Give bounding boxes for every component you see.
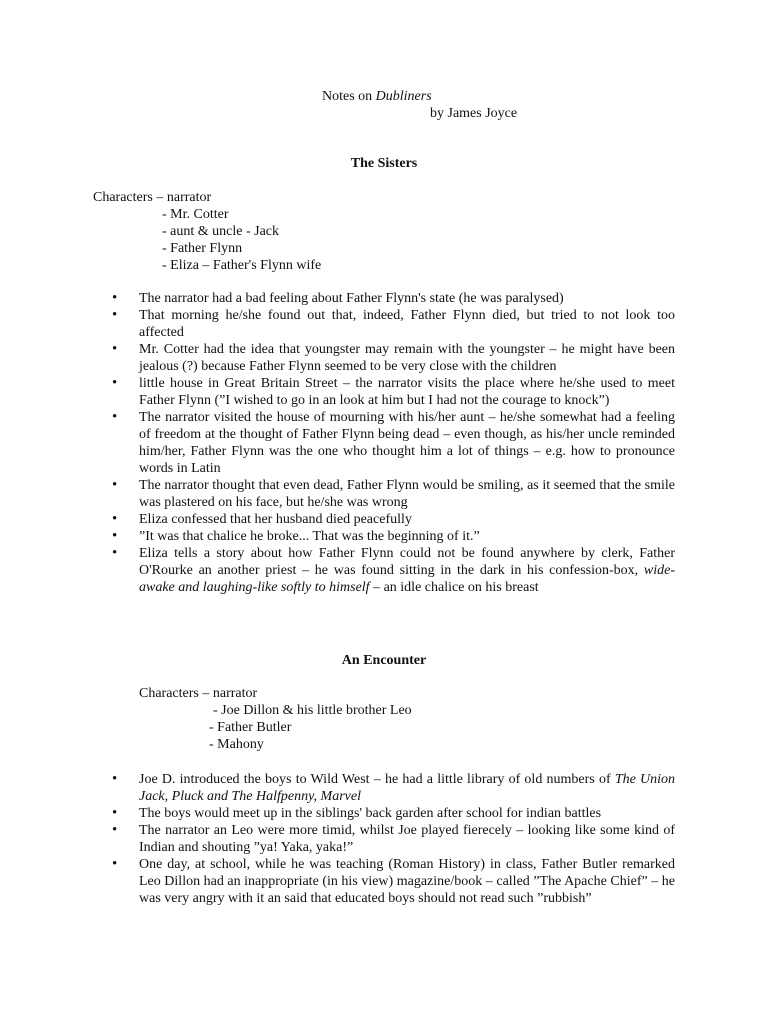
bullet-list-encounter bbox=[112, 771, 675, 907]
bullet-item: • Joe D. introduced the boys to Wild West – he had a little library of old numbers of The Union Jack, Pluck and The Halfpenny, Marvel bbox=[112, 771, 675, 805]
bullet-item: • The boys would meet up in the siblings' back garden after school for indian battles bbox=[112, 805, 675, 822]
character-item: - Mahony bbox=[209, 737, 264, 752]
bullet-item: • The narrator had a bad feeling about Father Flynn's state (he was paralysed) bbox=[112, 290, 675, 307]
character-item: - Father Butler bbox=[209, 720, 292, 735]
character-item: - Eliza – Father's Flynn wife bbox=[162, 258, 322, 273]
section-title-an-encounter: An Encounter bbox=[341, 653, 427, 668]
bullet-item: • Mr. Cotter had the idea that youngster may remain with the youngster – he might have been jealous (?) because Father Flynn seemed to be very close with the children bbox=[112, 341, 675, 375]
characters-heading: Characters – narrator bbox=[93, 190, 212, 205]
character-item: - aunt & uncle - Jack bbox=[162, 224, 280, 239]
bullet-item: • That morning he/she found out that, indeed, Father Flynn died, but tried to not look too affected bbox=[112, 307, 675, 341]
book-title: Dubliners bbox=[375, 89, 432, 104]
bullet-item: • One day, at school, while he was teaching (Roman History) in class, Father Butler remarked Leo Dillon had an inappropriate (in his view) magazine/book – called ”The Apache Chief” – he was very angry with it an said that educated boys should not read such ”rubbish” bbox=[112, 856, 675, 907]
author-line: by James Joyce bbox=[430, 106, 518, 121]
title-prefix: Notes on bbox=[322, 89, 376, 104]
bullet-item: • Eliza tells a story about how Father Flynn could not be found anywhere by clerk, Father O'Rourke an another priest – he was found sitting in the dark in his confession-box, wide-awake and laughing-like softly to himself – an idle chalice on his breast bbox=[112, 545, 675, 596]
bullet-item: • The narrator visited the house of mourning with his/her aunt – he/she somewhat had a feeling of freedom at the thought of Father Flynn being dead – even though, as his/her uncle reminded him/her, Father Flynn was the one who thought him a lot of things – e.g. how to pronounce words in Latin bbox=[112, 409, 675, 477]
bullet-list-sisters bbox=[112, 290, 675, 596]
bullet-item: • little house in Great Britain Street – the narrator visits the place where he/she used to meet Father Flynn (”I wished to go in an look at him but I had not the courage to knock”) bbox=[112, 375, 675, 409]
bullet-item: • The narrator an Leo were more timid, whilst Joe played fierecely – looking like some kind of Indian and shouting ”ya! Yaka, yaka!” bbox=[112, 822, 675, 856]
character-item: - Joe Dillon & his little brother Leo bbox=[213, 703, 412, 718]
section-title-the-sisters: The Sisters bbox=[350, 156, 418, 171]
character-item: - Father Flynn bbox=[162, 241, 243, 256]
characters-list-sisters bbox=[93, 189, 321, 274]
characters-heading: Characters – narrator bbox=[139, 686, 258, 701]
characters-list-encounter bbox=[139, 685, 412, 753]
character-item: - Mr. Cotter bbox=[162, 207, 229, 222]
bullet-item: • The narrator thought that even dead, Father Flynn would be smiling, as it seemed that the smile was plastered on his face, but he/she was wrong bbox=[112, 477, 675, 511]
document-title bbox=[322, 88, 432, 105]
bullet-item: • Eliza confessed that her husband died peacefully bbox=[112, 511, 675, 528]
bullet-item: • ”It was that chalice he broke... That was the beginning of it.” bbox=[112, 528, 675, 545]
